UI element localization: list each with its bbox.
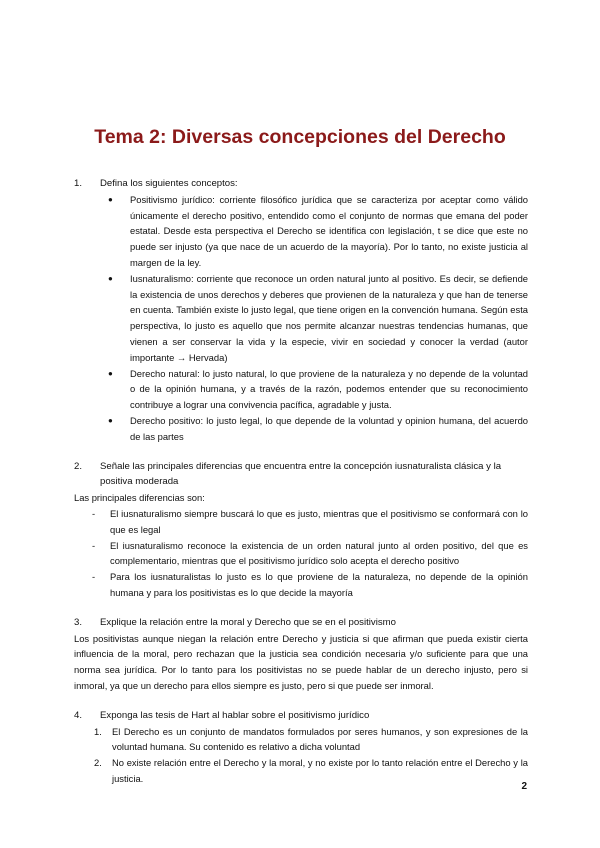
list-item xyxy=(94,755,528,787)
bullet-icon: ● xyxy=(108,194,113,204)
bullet-icon: ● xyxy=(108,273,113,283)
question-text: Defina los siguientes conceptos: xyxy=(100,178,238,189)
question-4 xyxy=(74,708,528,724)
question-3 xyxy=(74,615,528,631)
answer-paragraph: Los positivistas aunque niegan la relación entre Derecho y justicia si que afirman que pueda existir cierta influencia de la moral, pero rechazan que la justicia sea condición necesaria y/o suficiente para que una norma sea jurídica. Por lo tanto para los positivistas no se puede hablar de un derecho injusto, pero si inmoral, ya que un derecho para ellos siempre es justo, pero si que puede ser inmoral. xyxy=(74,632,528,691)
question-number: 2. xyxy=(74,460,83,472)
bullet-icon: ● xyxy=(108,368,113,378)
dash-icon: - xyxy=(92,507,96,519)
page-title: Tema 2: Diversas concepciones del Derecho xyxy=(94,126,506,148)
list-item-text: Positivismo jurídico: corriente filosófico jurídica que se caracteriza por aceptar como válido únicamente el derecho positivo, entendido como el conjunto de normas que emana del poder estatal. Desde esta perspectiva el Derecho se identifica con legislación, t se dice que este no puede ser injusto (ya que nace de un acuerdo de la mayoría). Por lo tanto, no existe justicia al margen de la ley. xyxy=(130,193,528,268)
question-2 xyxy=(74,459,528,491)
list-item xyxy=(108,271,528,366)
question-number: 3. xyxy=(74,616,83,628)
list-item xyxy=(108,192,528,271)
document-body xyxy=(74,176,528,787)
list-item xyxy=(108,413,528,445)
list-item xyxy=(108,366,528,413)
question-text: Señale las principales diferencias que encuentra entre la concepción iusnaturalista clásica y la positiva moderada xyxy=(100,460,502,488)
list-item xyxy=(92,569,528,601)
list-item-text: El iusnaturalismo reconoce la existencia de un orden natural junto al orden positivo, del que es complementario, mientras que el positivismo jurídico solo acepta el derecho positivo xyxy=(110,539,528,567)
question-number: 1. xyxy=(74,178,83,189)
question-number: 4. xyxy=(74,709,83,721)
list-item-text: El Derecho es un conjunto de mandatos formulados por seres humanos, y son expresiones de la voluntad humana. Su contenido es relativo a dicha voluntad xyxy=(112,725,528,753)
list-item xyxy=(92,506,528,538)
question-text: Explique la relación entre la moral y Derecho que se en el positivismo xyxy=(100,616,396,628)
list-item-text: Derecho natural: lo justo natural, lo que proviene de la naturaleza y no depende de la voluntad o de la opinión humana, y a través de la razón, podemos entender que su reconocimiento contribuye a lograr una convivencia pacífica, agradable y justa. xyxy=(130,367,528,411)
question-text: Exponga las tesis de Hart al hablar sobre el positivismo jurídico xyxy=(100,709,370,721)
list-item-text: El iusnaturalismo siempre buscará lo que es justo, mientras que el positivismo se conformará con lo que es legal xyxy=(110,507,528,535)
list-item-text: Para los iusnaturalistas lo justo es lo que proviene de la naturaleza, no depende de la opinión humana y para los positivistas es lo que decide la mayoría xyxy=(110,571,528,598)
hart-theses-list xyxy=(94,724,528,787)
page-number: 2 xyxy=(521,781,527,792)
question-1 xyxy=(74,176,528,192)
list-item-text: No existe relación entre el Derecho y la moral, y no existe por lo tanto relación entre el Derecho y la justicia. xyxy=(112,757,528,784)
bullet-icon: ● xyxy=(108,415,113,425)
differences-list xyxy=(92,506,528,601)
dash-icon: - xyxy=(92,539,96,551)
dash-icon: - xyxy=(92,571,96,583)
list-item xyxy=(92,538,528,570)
list-item xyxy=(94,724,528,756)
list-item-text: Derecho positivo: lo justo legal, lo que depende de la voluntad y opinion humana, del acuerdo de las partes xyxy=(130,414,528,442)
list-item-text: Iusnaturalismo: corriente que reconoce un orden natural junto al positivo. Es decir, se defiende la existencia de unos derechos y deberes que provienen de la naturaleza y que han de tenerse en cuenta. También existe lo justo legal, que tiene origen en la convención humana. Según esta perspectiva, lo justo es aquello que nos permite alcanzar nuestras tendencias humanas, que vienen a ser conservar la vida y la especie, vivir en sociedad y conocer la verdad (autor importante → Hervada) xyxy=(130,272,529,363)
item-number: 1. xyxy=(94,725,102,737)
concepts-list xyxy=(108,192,528,445)
item-number: 2. xyxy=(94,757,102,769)
answer-intro: Las principales diferencias son: xyxy=(74,492,205,504)
